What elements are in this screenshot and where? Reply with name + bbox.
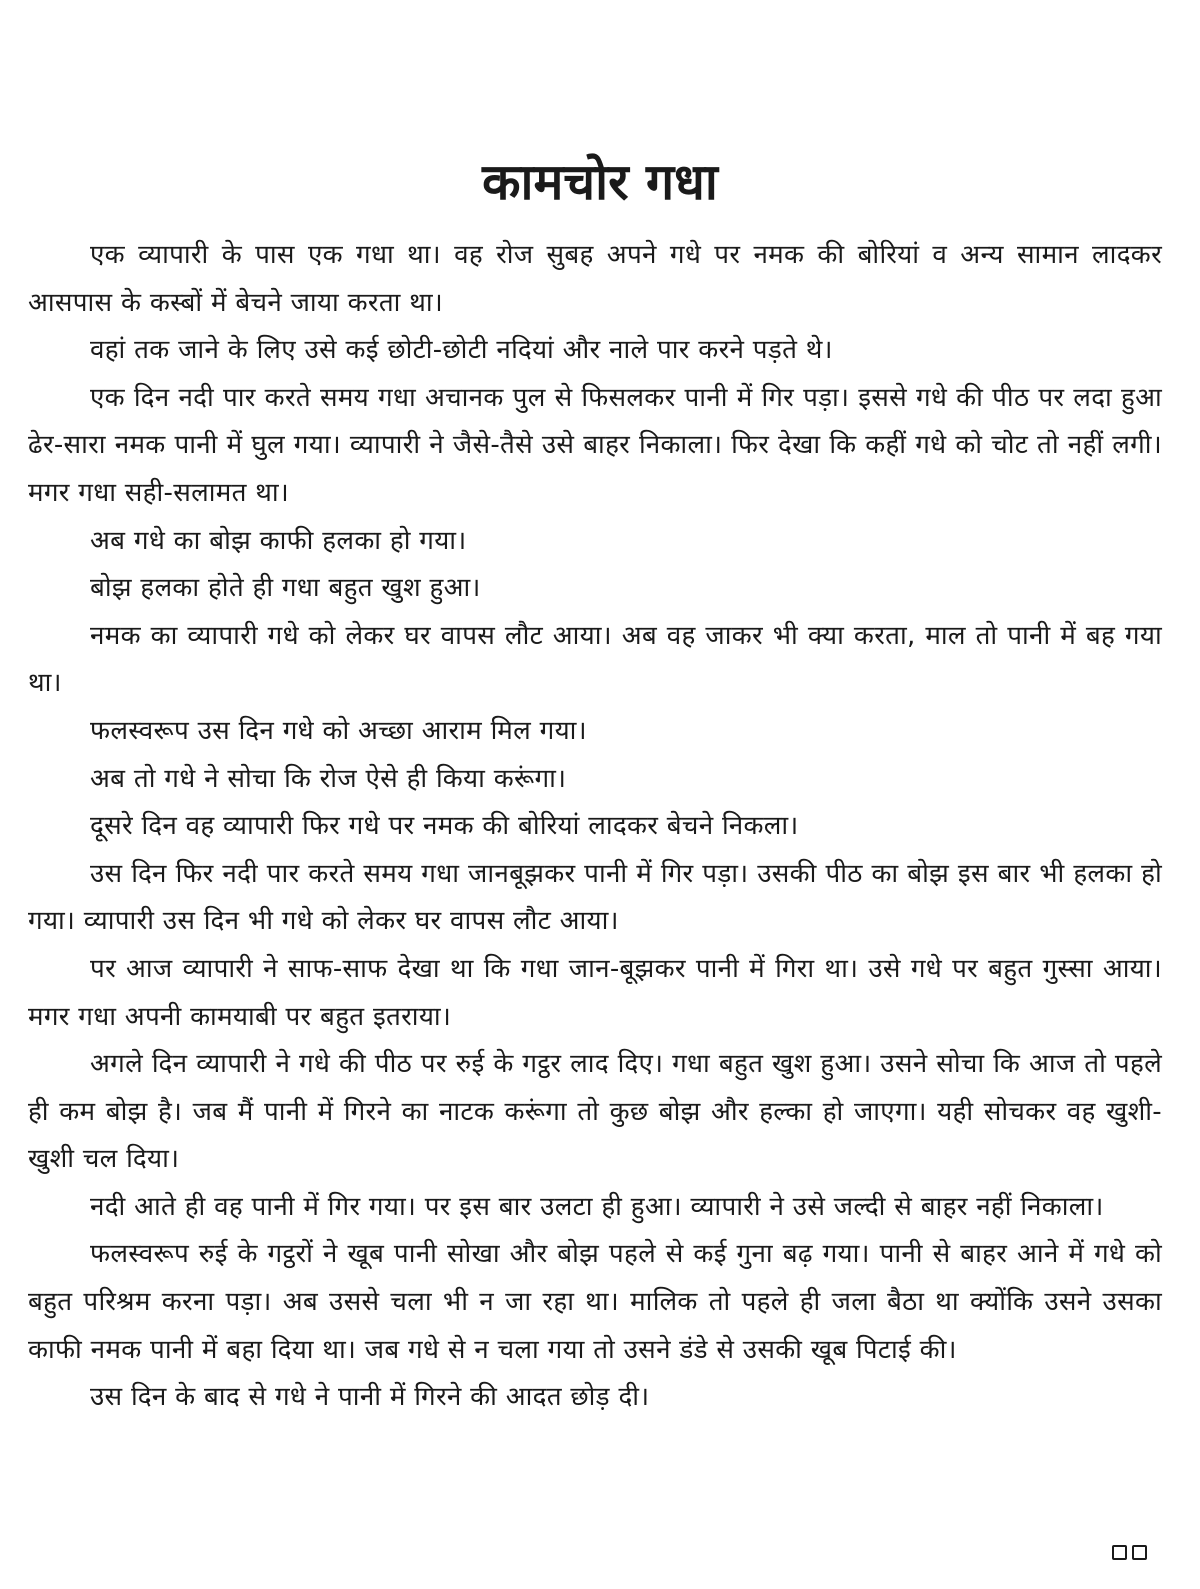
story-body bbox=[28, 232, 1162, 1422]
paragraph: अब तो गधे ने सोचा कि रोज ऐसे ही किया करूंगा। bbox=[90, 763, 567, 794]
square-icon bbox=[1112, 1545, 1127, 1560]
paragraph: नमक का व्यापारी गधे को लेकर घर वापस लौट आया। अब वह जाकर भी क्या करता, माल तो पानी में बह गया था। bbox=[28, 620, 1162, 699]
paragraph: अगले दिन व्यापारी ने गधे की पीठ पर रुई के गट्ठर लाद दिए। गधा बहुत खुश हुआ। उसने सोचा कि आज तो पहले ही कम बोझ है। जब मैं पानी में गिरने का नाटक करूंगा तो कुछ बोझ और हल्का हो जाएगा। यही सोचकर वह खुशी-खुशी चल दिया। bbox=[28, 1049, 1162, 1175]
paragraph: फलस्वरूप उस दिन गधे को अच्छा आराम मिल गया। bbox=[90, 715, 587, 746]
square-icon bbox=[1132, 1545, 1147, 1560]
story-title: कामचोर गधा bbox=[482, 153, 718, 211]
paragraph: फलस्वरूप रुई के गट्ठरों ने खूब पानी सोखा और बोझ पहले से कई गुना बढ़ गया। पानी से बाहर आने में गधे को बहुत परिश्रम करना पड़ा। अब उससे चला भी न जा रहा था। मालिक तो पहले ही जला बैठा था क्योंकि उसने उसका काफी नमक पानी में बहा दिया था। जब गधे से न चला गया तो उसने डंडे से उसकी खूब पिटाई की। bbox=[28, 1239, 1162, 1365]
end-of-story-mark bbox=[1112, 1545, 1147, 1560]
paragraph: बोझ हलका होते ही गधा बहुत खुश हुआ। bbox=[90, 573, 481, 604]
paragraph: दूसरे दिन वह व्यापारी फिर गधे पर नमक की बोरियां लादकर बेचने निकला। bbox=[90, 811, 799, 842]
paragraph: वहां तक जाने के लिए उसे कई छोटी-छोटी नदियां और नाले पार करने पड़ते थे। bbox=[90, 335, 833, 366]
paragraph: उस दिन के बाद से गधे ने पानी में गिरने की आदत छोड़ दी। bbox=[90, 1382, 650, 1413]
paragraph: एक दिन नदी पार करते समय गधा अचानक पुल से फिसलकर पानी में गिर पड़ा। इससे गधे की पीठ पर लदा हुआ ढेर-सारा नमक पानी में घुल गया। व्यापारी ने जैसे-तैसे उसे बाहर निकाला। फिर देखा कि कहीं गधे को चोट तो नहीं लगी। मगर गधा सही-सलामत था। bbox=[28, 382, 1162, 508]
paragraph: उस दिन फिर नदी पार करते समय गधा जानबूझकर पानी में गिर पड़ा। उसकी पीठ का बोझ इस बार भी हलका हो गया। व्यापारी उस दिन भी गधे को लेकर घर वापस लौट आया। bbox=[28, 858, 1162, 937]
paragraph: पर आज व्यापारी ने साफ-साफ देखा था कि गधा जान-बूझकर पानी में गिरा था। उसे गधे पर बहुत गुस्सा आया। मगर गधा अपनी कामयाबी पर बहुत इतराया। bbox=[28, 953, 1162, 1032]
paragraph: नदी आते ही वह पानी में गिर गया। पर इस बार उलटा ही हुआ। व्यापारी ने उसे जल्दी से बाहर नहीं निकाला। bbox=[90, 1191, 1104, 1222]
paragraph: एक व्यापारी के पास एक गधा था। वह रोज सुबह अपने गधे पर नमक की बोरियां व अन्य सामान लादकर आसपास के कस्बों में बेचने जाया करता था। bbox=[28, 240, 1162, 318]
paragraph: अब गधे का बोझ काफी हलका हो गया। bbox=[90, 525, 467, 556]
